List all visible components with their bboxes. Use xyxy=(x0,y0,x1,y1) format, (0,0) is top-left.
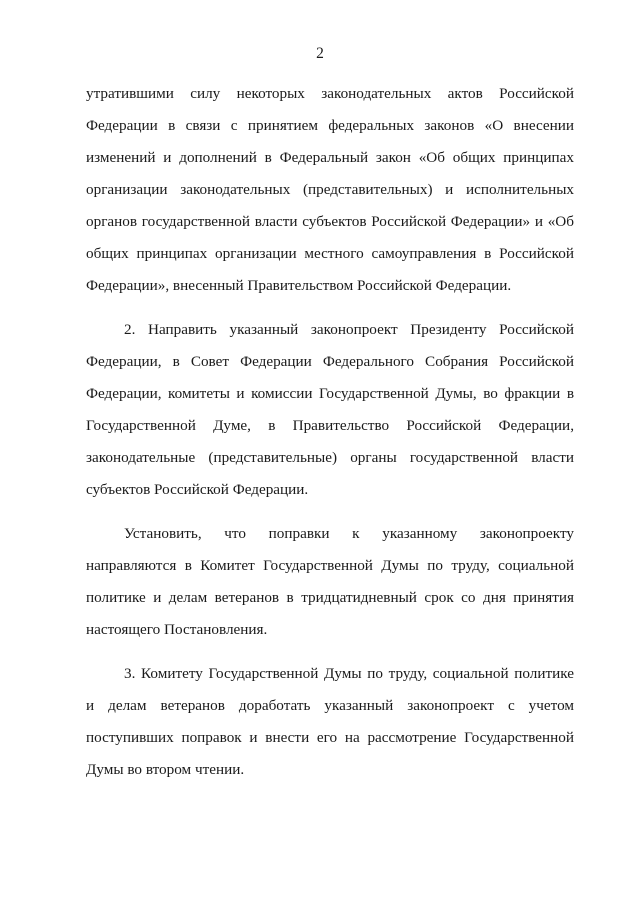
text-line: направляются в Комитет Государственной Думы по труду, социальной xyxy=(86,557,574,574)
paragraph-item-3 xyxy=(86,658,574,786)
text-line: политике и делам ветеранов в тридцатидневный срок со дня принятия xyxy=(86,589,574,606)
text-line: Федерации, в Совет Федерации Федерального Собрания Российской xyxy=(86,353,574,370)
text-line: субъектов Российской Федерации. xyxy=(86,481,309,498)
text-line: утратившими силу некоторых законодательных актов Российской xyxy=(86,85,574,102)
text-line: Установить, что поправки к указанному законопроекту xyxy=(124,525,574,542)
text-line: организации законодательных (представительных) и исполнительных xyxy=(86,181,574,198)
paragraph-gap xyxy=(86,506,574,518)
text-line: Федерации», внесенный Правительством Российской Федерации. xyxy=(86,277,512,294)
text-line: Федерации в связи с принятием федеральных законов «О внесении xyxy=(86,117,574,134)
paragraph-item-2 xyxy=(86,314,574,506)
text-line: изменений и дополнений в Федеральный закон «Об общих принципах xyxy=(86,149,574,166)
text-line: настоящего Постановления. xyxy=(86,621,268,638)
text-line: и делам ветеранов доработать указанный законопроект с учетом xyxy=(86,697,574,714)
text-line: 3. Комитету Государственной Думы по труду, социальной политике xyxy=(124,665,574,682)
paragraph-gap xyxy=(86,302,574,314)
text-line: поступивших поправок и внести его на рассмотрение Государственной xyxy=(86,729,574,746)
text-line: Думы во втором чтении. xyxy=(86,761,245,778)
text-line: общих принципах организации местного самоуправления в Российской xyxy=(86,245,574,262)
paragraph-gap xyxy=(86,646,574,658)
text-line: органов государственной власти субъектов Российской Федерации» и «Об xyxy=(86,213,574,230)
text-line: законодательные (представительные) органы государственной власти xyxy=(86,449,574,466)
document-body xyxy=(86,78,574,786)
page-number: 2 xyxy=(316,45,324,62)
paragraph-amendments xyxy=(86,518,574,646)
text-line: Федерации, комитеты и комиссии Государственной Думы, во фракции в xyxy=(86,385,574,402)
paragraph-continuation xyxy=(86,78,574,302)
text-line: 2. Направить указанный законопроект Президенту Российской xyxy=(124,321,574,338)
text-line: Государственной Думе, в Правительство Российской Федерации, xyxy=(86,417,574,434)
